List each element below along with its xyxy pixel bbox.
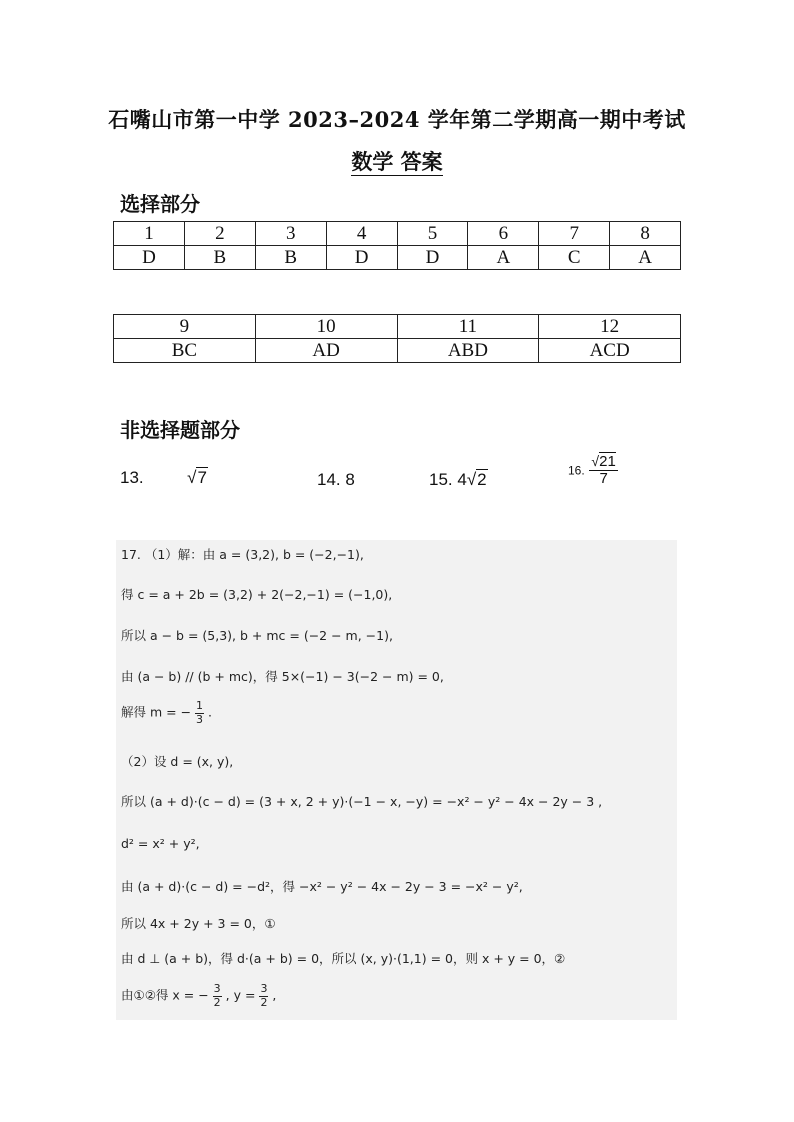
- table-row: [114, 246, 681, 270]
- answer-cell: B: [255, 246, 326, 270]
- q13-value: 7: [197, 468, 207, 487]
- solution-line: 由 d ⊥ (a + b)，得 d·(a + b) = 0，所以 (x, y)·(1,1) = 0，则 x + y = 0，②: [121, 951, 566, 966]
- denominator: 2: [260, 995, 268, 1009]
- answer-cell: B: [184, 246, 255, 270]
- solution-line: 由 (a − b) // (b + mc)，得 5×(−1) − 3(−2 − m) = 0,: [121, 669, 444, 684]
- page-title: 石嘴山市第一中学 2023–2024 学年第二学期高一期中考试: [108, 107, 686, 132]
- solution-line: 由 (a + d)·(c − d) = −d²，得 −x² − y² − 4x − 2y − 3 = −x² − y²,: [121, 879, 523, 894]
- q13-label: 13.: [120, 468, 144, 487]
- question-number: 12: [539, 315, 681, 339]
- table-row: [114, 222, 681, 246]
- solution-text: , y =: [225, 987, 256, 1003]
- answer-cell: D: [397, 246, 468, 270]
- solution-block: [116, 540, 677, 1020]
- question-number: 2: [184, 222, 255, 246]
- question-number: 11: [397, 315, 539, 339]
- question-number: 6: [468, 222, 539, 246]
- denominator: 2: [213, 995, 221, 1009]
- question-number: 3: [255, 222, 326, 246]
- solution-text: 解得 m = −: [121, 704, 192, 720]
- q16-label: 16.: [568, 463, 585, 478]
- question-number: 4: [326, 222, 397, 246]
- q13-radical: √7: [187, 468, 207, 487]
- question-number: 1: [114, 222, 185, 246]
- answer-table-2: [113, 314, 681, 363]
- answer-cell: ACD: [539, 339, 681, 363]
- fraction: [213, 983, 222, 1009]
- section-heading-non-choice: 非选择题部分: [120, 418, 240, 442]
- q15-value: 2: [477, 470, 487, 489]
- question-number: 8: [610, 222, 681, 246]
- question-number: 9: [114, 315, 256, 339]
- answer-cell: D: [326, 246, 397, 270]
- q16-numerator: 21: [599, 453, 616, 470]
- answer-q13: [120, 468, 208, 488]
- answer-cell: A: [610, 246, 681, 270]
- solution-line: [121, 983, 276, 1009]
- question-number: 5: [397, 222, 468, 246]
- solution-line: 17. （1）解：由 a = (3,2), b = (−2,−1),: [121, 547, 364, 562]
- q15-radical: √2: [466, 470, 487, 489]
- solution-text: ,: [272, 987, 277, 1003]
- solution-line: （2）设 d = (x, y),: [121, 754, 234, 769]
- numerator: 3: [213, 982, 221, 995]
- solution-line: 所以 a − b = (5,3), b + mc = (−2 − m, −1),: [121, 628, 393, 643]
- solution-line: [121, 700, 212, 726]
- table-row: [114, 315, 681, 339]
- fraction: [259, 983, 268, 1009]
- section-heading-choice: 选择部分: [120, 192, 200, 216]
- solution-text: 由①②得 x = −: [121, 987, 209, 1003]
- answer-cell: AD: [255, 339, 397, 363]
- subtitle-text: 数学 答案: [351, 149, 443, 174]
- answer-cell: ABD: [397, 339, 539, 363]
- q15-label: 15. 4: [429, 470, 467, 489]
- answer-q16: [568, 454, 618, 487]
- table-row: [114, 339, 681, 363]
- answer-q14: 14. 8: [317, 470, 355, 489]
- q16-fraction: $\frac{√21}{7}$: [591, 453, 616, 487]
- answer-cell: A: [468, 246, 539, 270]
- solution-line: 所以 4x + 2y + 3 = 0，①: [121, 916, 276, 931]
- answer-table-1: [113, 221, 681, 270]
- fraction: [195, 700, 204, 726]
- solution-line: d² = x² + y²,: [121, 836, 200, 851]
- question-number: 10: [255, 315, 397, 339]
- solution-line: 得 c = a + 2b = (3,2) + 2(−2,−1) = (−1,0),: [121, 587, 393, 602]
- answer-cell: C: [539, 246, 610, 270]
- q16-denominator: 7: [599, 469, 608, 487]
- denominator: 3: [196, 712, 204, 726]
- page-subtitle: [0, 146, 794, 176]
- answer-q15: [429, 470, 488, 490]
- numerator: 3: [260, 982, 268, 995]
- question-number: 7: [539, 222, 610, 246]
- solution-line: 所以 (a + d)·(c − d) = (3 + x, 2 + y)·(−1 − x, −y) = −x² − y² − 4x − 2y − 3 ,: [121, 794, 603, 809]
- solution-text: .: [208, 704, 212, 720]
- answer-cell: D: [114, 246, 185, 270]
- answer-cell: BC: [114, 339, 256, 363]
- numerator: 1: [196, 699, 204, 712]
